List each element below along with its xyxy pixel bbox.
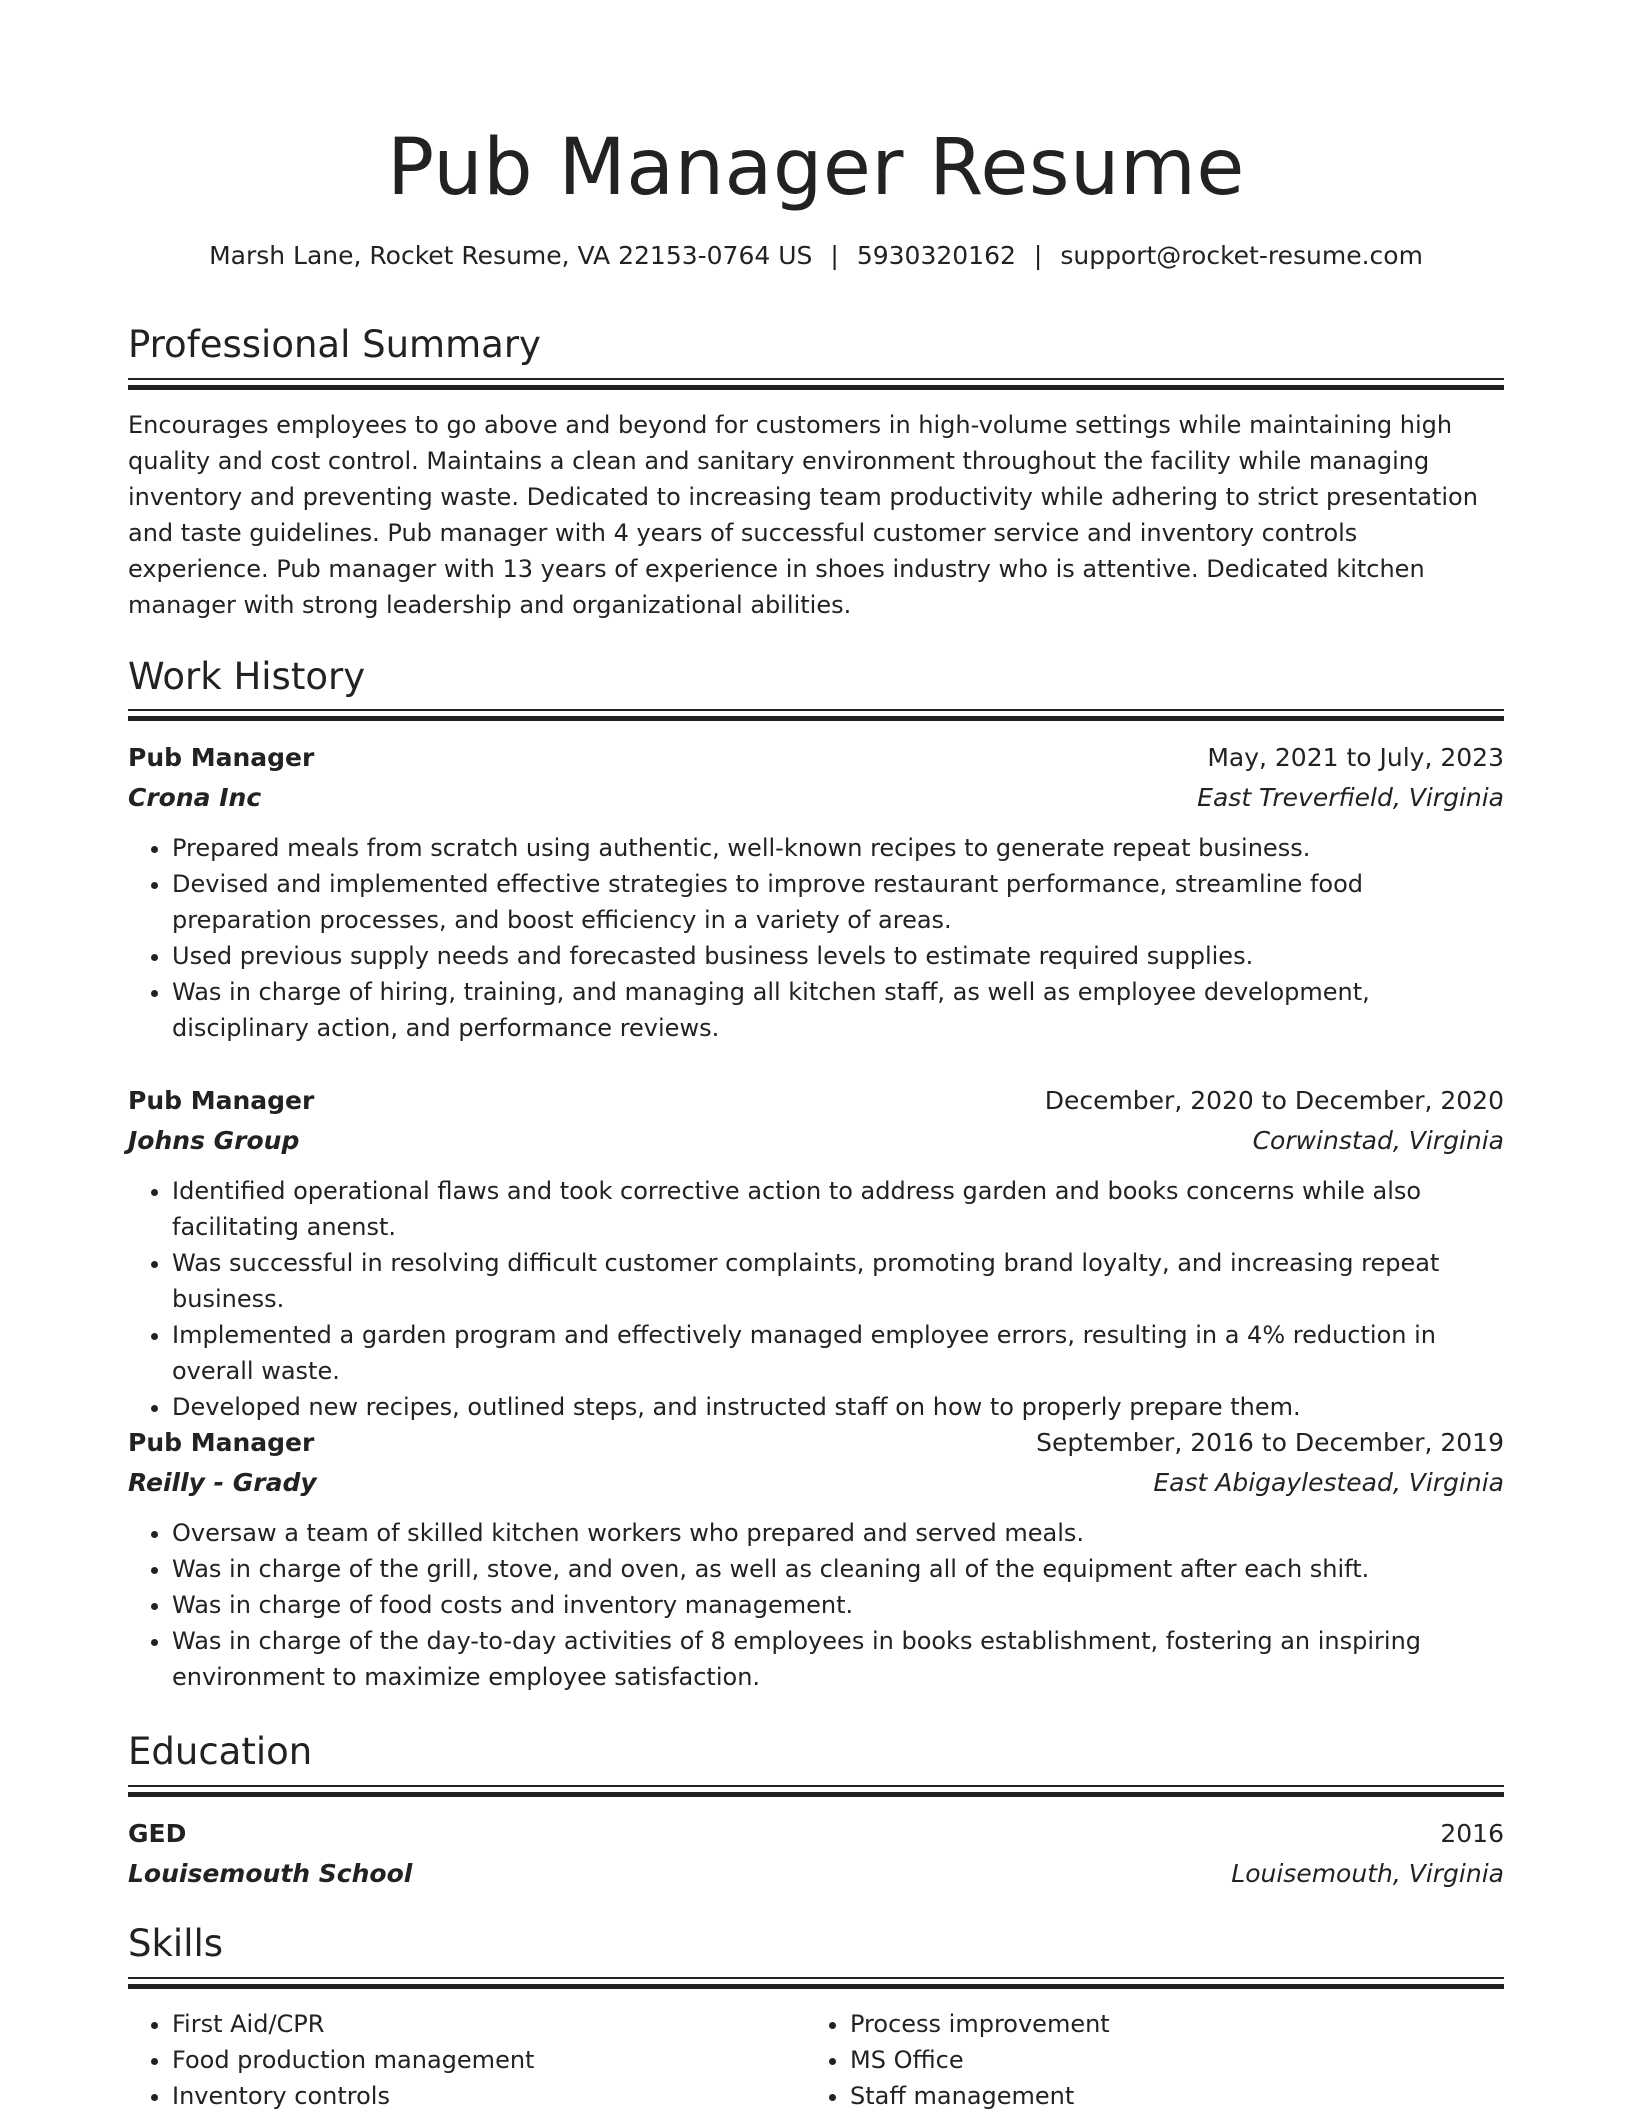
section-heading-work: Work History [128, 655, 366, 698]
job-location: Corwinstad, Virginia [1252, 1126, 1504, 1155]
section-divider [128, 378, 1504, 390]
degree: GED [128, 1819, 187, 1848]
list-item: • Was in charge of the day-to-day activities of 8 employees in books establishment, fostering an inspiring environment to maximize employee satisfaction. [172, 1623, 1504, 1695]
job-entry [128, 1423, 1504, 1695]
skill-item: • Staff management [850, 2078, 1110, 2114]
job-dates: December, 2020 to December, 2020 [1044, 1086, 1504, 1115]
resume-title: Pub Manager Resume [387, 123, 1245, 213]
summary-text: Encourages employees to go above and beyond for customers in high-volume settings while maintaining high quality and cost control. Maintains a clean and sanitary environment throughout the facility while managing inventory and preventing waste. Dedicated to increasing team productivity while adhering to strict presentation and taste guidelines. Pub manager with 4 years of successful customer service and inventory controls experience. Pub manager with 13 years of experience in shoes industry who is attentive. Dedicated kitchen manager with strong leadership and organizational abilities. [128, 411, 1478, 619]
job-company: Crona Inc [128, 783, 262, 812]
email: support@rocket-resume.com [1060, 241, 1423, 270]
job-bullets [128, 1173, 1504, 1425]
skill-item: • Inventory controls [172, 2078, 534, 2114]
list-item: • Identified operational flaws and took corrective action to address garden and books concerns while also facilitating anenst. [172, 1173, 1504, 1245]
list-item: • Prepared meals from scratch using authentic, well-known recipes to generate repeat business. [172, 830, 1504, 866]
list-item: • Was in charge of hiring, training, and managing all kitchen staff, as well as employee development, disciplinary action, and performance reviews. [172, 974, 1504, 1046]
phone: 5930320162 [856, 241, 1016, 270]
section-heading-summary: Professional Summary [128, 323, 541, 366]
list-item: • Developed new recipes, outlined steps, and instructed staff on how to properly prepare them. [172, 1389, 1504, 1425]
list-item: • Devised and implemented effective strategies to improve restaurant performance, streamline food preparation processes, and boost efficiency in a variety of areas. [172, 866, 1504, 938]
section-divider [128, 1977, 1504, 1989]
list-item: • Was in charge of the grill, stove, and oven, as well as cleaning all of the equipment after each shift. [172, 1551, 1504, 1587]
section-heading-education: Education [128, 1730, 313, 1773]
job-company: Reilly - Grady [128, 1468, 317, 1497]
skill-item: • Process improvement [850, 2006, 1110, 2042]
address: Marsh Lane, Rocket Resume, VA 22153-0764 US [209, 241, 813, 270]
school-location: Louisemouth, Virginia [1231, 1859, 1504, 1888]
separator: | [1033, 241, 1043, 270]
job-bullets [128, 830, 1504, 1046]
skill-item: • MS Office [850, 2042, 1110, 2078]
education-entry [128, 1814, 1504, 1894]
job-dates: May, 2021 to July, 2023 [1207, 743, 1504, 772]
job-location: East Abigaylestead, Virginia [1153, 1468, 1504, 1497]
list-item: • Oversaw a team of skilled kitchen workers who prepared and served meals. [172, 1515, 1504, 1551]
job-entry [128, 1081, 1504, 1425]
job-company: Johns Group [128, 1126, 300, 1155]
section-divider [128, 709, 1504, 721]
contact-line [128, 238, 1504, 274]
job-location: East Treverfield, Virginia [1197, 783, 1504, 812]
education-year: 2016 [1440, 1819, 1504, 1848]
job-title: Pub Manager [128, 1086, 315, 1115]
section-heading-skills: Skills [128, 1922, 224, 1965]
section-divider [128, 1785, 1504, 1797]
skills-column [128, 2006, 534, 2114]
list-item: • Used previous supply needs and forecasted business levels to estimate required supplies. [172, 938, 1504, 974]
job-entry [128, 738, 1504, 1046]
list-item: • Was successful in resolving difficult customer complaints, promoting brand loyalty, and increasing repeat business. [172, 1245, 1504, 1317]
skill-item: • Food production management [172, 2042, 534, 2078]
list-item: • Was in charge of food costs and inventory management. [172, 1587, 1504, 1623]
job-title: Pub Manager [128, 1428, 315, 1457]
job-title: Pub Manager [128, 743, 315, 772]
separator: | [830, 241, 839, 270]
school-name: Louisemouth School [128, 1859, 413, 1888]
skill-item: • First Aid/CPR [172, 2006, 534, 2042]
list-item: • Implemented a garden program and effectively managed employee errors, resulting in a 4% reduction in overall waste. [172, 1317, 1504, 1389]
job-bullets [128, 1515, 1504, 1695]
skills-column [806, 2006, 1110, 2114]
job-dates: September, 2016 to December, 2019 [1036, 1428, 1504, 1457]
